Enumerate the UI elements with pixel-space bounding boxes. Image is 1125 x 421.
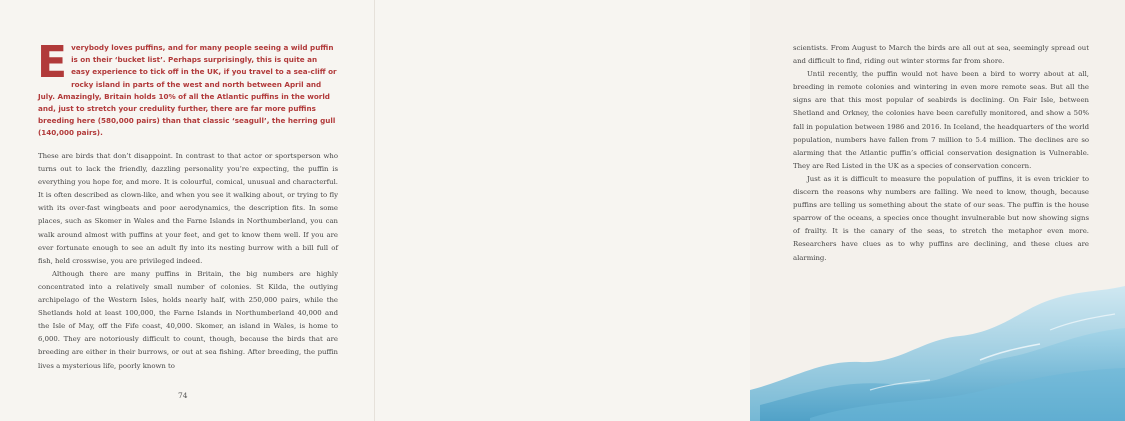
right-page: [375, 0, 1089, 421]
paragraph: Until recently, the puffin would not have been a bird to worry about at all, breeding in remote colonies and wintering in even more remote seas. But all the signs are that this most popular of seabirds is declining. On Fair Isle, between Shetland and Orkney, the colonies have been carefully monitored, and show a 50% fall in population between 1986 and 2016. In Iceland, the headquarters of the world population, numbers have fallen from 7 million to 5.4 million. The declines are so alarming that the Atlantic puffin’s official conservation designation is Vulnerable. They are Red Listed in the UK as a species of conservation concern.: [793, 70, 1089, 170]
paragraph: scientists. From August to March the birds are all out at sea, seemingly spread out and difficult to find, riding out winter storms far from shore.: [793, 44, 1089, 66]
left-body-text: [38, 150, 338, 373]
drop-cap: E: [37, 37, 68, 88]
lead-text: verybody loves puffins, and for many people seeing a wild puffin is on their ‘bucket list’. Perhaps surprisingly, this is quite an easy experience to tick off in the UK, if you travel to a sea-cliff or rocky island in parts of the west and north between April and July. Amazingly, Britain holds 10% of all the Atlantic puffins in the world and, just to stretch your credulity further, there are far more puffins breeding here (580,000 pairs) than that classic ‘seagull’, the herring gull (140,000 pairs).: [38, 43, 337, 138]
right-body-text: [793, 42, 1089, 265]
left-page: [0, 0, 375, 421]
paragraph: Just as it is difficult to measure the population of puffins, it is even trickier to discern the reasons why numbers are falling. We need to know, though, because puffins are telling us something about the state of our seas. The puffin is the house sparrow of the oceans, a species once thought invulnerable but now showing signs of frailty. It is the canary of the seas, to stretch the metaphor even more. Researchers have clues as to why puffins are declining, and these clues are alarming.: [793, 174, 1089, 262]
paragraph: Although there are many puffins in Britain, the big numbers are highly concentrated into a relatively small number of colonies. St Kilda, the outlying archipelago of the Western Isles, holds nearly half, with 250,000 pairs, while the Shetlands hold at least 100,000, the Farne Islands in Northumberland 40,000 and the Isle of May, off the Fife coast, 40,000. Skomer, an island in Wales, is home to 6,000. They are notoriously difficult to count, though, because the birds that are breeding are either in their burrows, or out at sea fishing. After breeding, the puffin lives a mysterious life, poorly known to: [38, 269, 338, 370]
paragraph: These are birds that don’t disappoint. In contrast to that actor or sportsperson who turns out to lack the friendly, dazzling personality you’re expecting, the puffin is everything you hope for, and more. It is colourful, comical, unusual and characterful. It is often described as clown-like, and when you see it walking about, or trying to fly with its over-fast wingbeats and poor aerodynamics, the description fits. In some places, such as Skomer in Wales and the Farne Islands in Northumberland, you can walk around almost with puffins at your feet, and get to know them well. If you are ever fortunate enough to see an adult fly into its nesting burrow with a bill full of fish, held crosswise, you are privileged indeed.: [38, 152, 338, 265]
lead-paragraph: [37, 37, 338, 140]
page-number: 74: [178, 391, 188, 400]
